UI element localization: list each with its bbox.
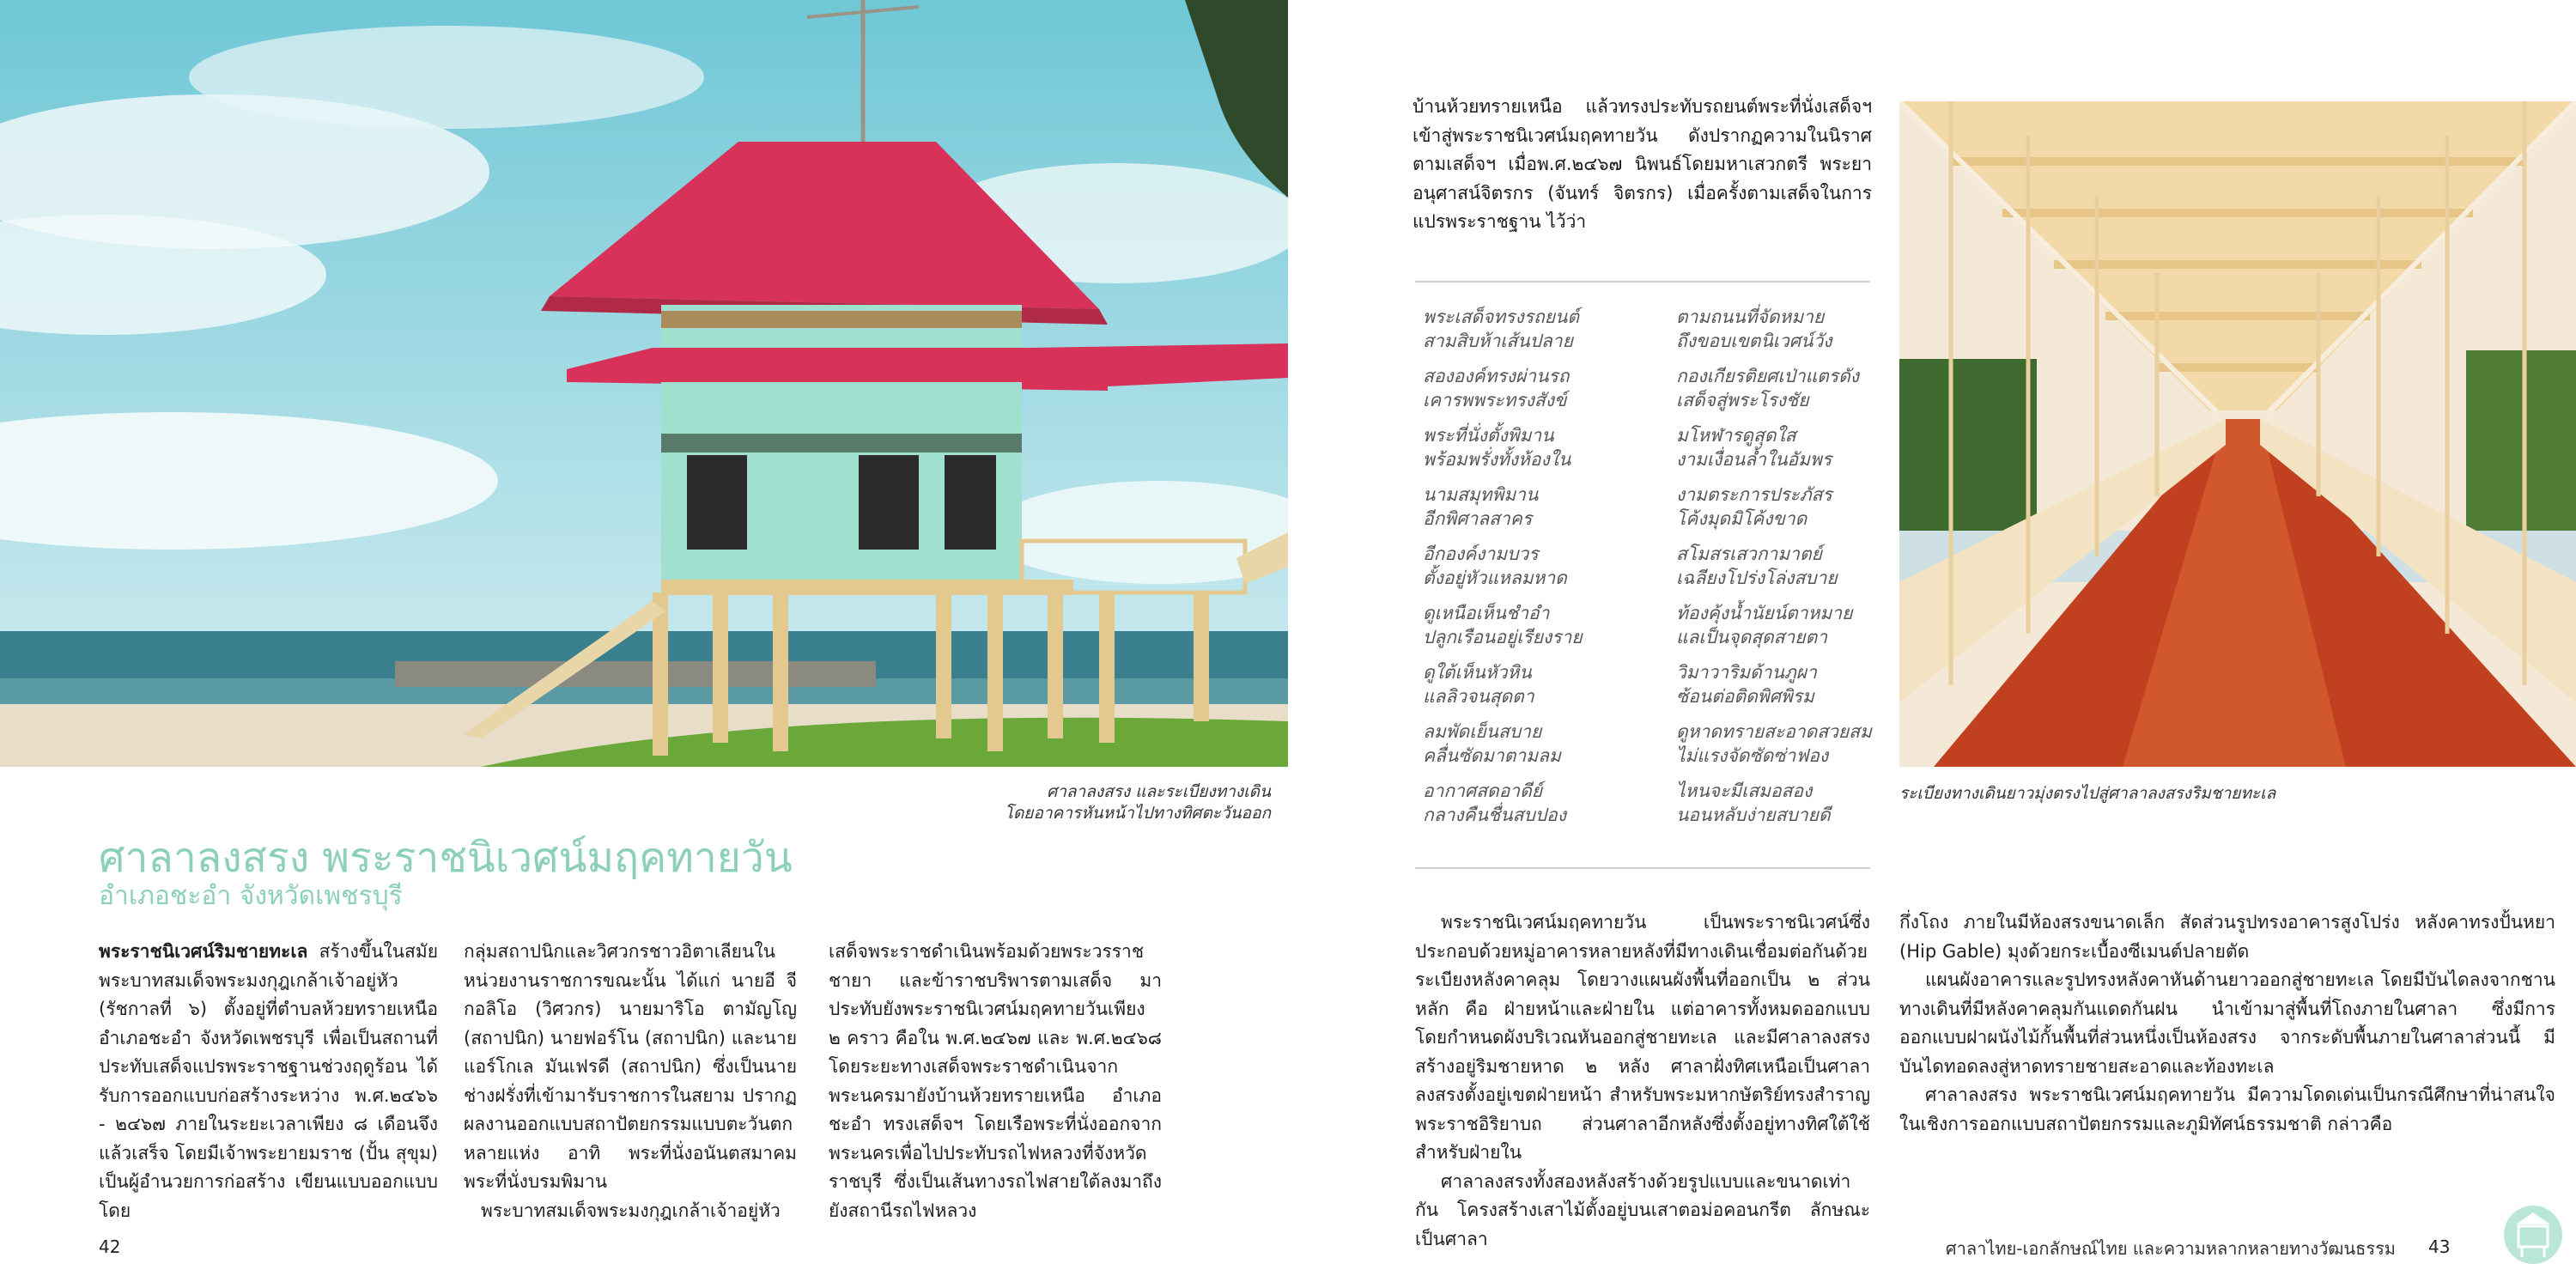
poem-couplet	[1384, 660, 1637, 720]
poem-line: วิมาวาริมด้านภูผา	[1676, 662, 1817, 683]
poem-line: สโมสรเสวกามาตย์	[1676, 544, 1822, 564]
poem-line: ตามถนนที่จัดหมาย	[1676, 307, 1825, 327]
poem-line: อากาศสดอาดีย์	[1423, 781, 1543, 801]
poem-couplet	[1384, 305, 1637, 364]
poem	[1384, 305, 1899, 838]
caption-line-2: โดยอาคารหันหน้าไปทางทิศตะวันออก	[1004, 804, 1271, 823]
poem-line: ไม่แรงจัดซัดซ่าฟอง	[1676, 745, 1829, 766]
intro-paragraph: บ้านห้วยทรายเหนือ แล้วทรงประทับรถยนต์พระที่นั่งเสด็จฯ เข้าสู่พระราชนิเวศน์มฤคทายวัน ดังปรากฏความในนิราศตามเสด็จฯ เมื่อพ.ศ.๒๔๖๗ นิพนธ์โดยมหาเสวกตรี พระยาอนุศาสน์จิตรกร (จันทร์ จิตรกร) เมื่อครั้งตามเสด็จในการแปรพระราชฐาน ไว้ว่า	[1413, 96, 1872, 232]
paragraph-text: ศาลาลงสรง พระราชนิเวศน์มฤคทายวัน มีความโดดเด่นเป็นกรณีศึกษาที่น่าสนใจในเชิงการออกแบบสถาปัตยกรรมและภูมิทัศน์ธรรมชาติ กล่าวคือ	[1899, 1084, 2555, 1134]
lead-term: พระราชนิเวศน์ริมชายทะเล	[99, 941, 308, 962]
pavilion-photo	[0, 0, 1288, 767]
poem-couplet	[1384, 720, 1637, 779]
poem-couplet	[1637, 542, 1891, 601]
poem-line: ถึงขอบเขตนิเวศน์วัง	[1676, 331, 1832, 351]
page-number-left: 42	[99, 1236, 121, 1257]
poem-stanza	[1384, 423, 1899, 483]
poem-line: พร้อมพรั่งทั้งห้องใน	[1423, 449, 1571, 470]
poem-couplet	[1637, 720, 1891, 779]
poem-stanza	[1384, 720, 1899, 779]
page-number-right: 43	[2428, 1236, 2451, 1257]
paragraph-text: สร้างขึ้นในสมัยพระบาทสมเด็จพระมงกุฎเกล้าเจ้าอยู่หัว (รัชกาลที่ ๖) ตั้งอยู่ที่ตำบลห้วยทรายเหนือ อำเภอชะอำ จังหวัดเพชรบุรี เพื่อเป็นสถานที่ประทับเสด็จแปรพระราชฐานช่วงฤดูร้อน ได้รับการออกแบบก่อสร้างระหว่าง พ.ศ.๒๔๖๖ - ๒๔๖๗ ภายในระยะเวลาเพียง ๘ เดือนจึงแล้วเสร็จ โดยมีเจ้าพระยายมราช (ปั้น สุขุม) เป็นผู้อำนวยการก่อสร้าง เขียนแบบออกแบบโดย	[99, 941, 438, 1221]
poem-line: แลลิวจนสุดตา	[1423, 686, 1534, 707]
body-column-2	[464, 938, 797, 1225]
paragraph-text: พระบาทสมเด็จพระมงกุฎเกล้าเจ้าอยู่หัว	[481, 1200, 781, 1221]
poem-line: ไหนจะมีเสมอสอง	[1676, 781, 1813, 801]
poem-stanza	[1384, 542, 1899, 601]
paragraph-text: ศาลาลงสรงทั้งสองหลังสร้างด้วยรูปแบบและขนาดเท่ากัน โครงสร้างเสาไม้ตั้งอยู่บนเสาตอม่อคอนกรีต ลักษณะเป็นศาลา	[1415, 1170, 1870, 1249]
body-column-4	[1415, 908, 1870, 1254]
poem-couplet	[1384, 483, 1637, 542]
body-column-1	[99, 938, 438, 1225]
pavilion-logo-icon	[2503, 1200, 2563, 1269]
paragraph-text: พระราชนิเวศน์มฤคทายวัน เป็นพระราชนิเวศน์ซึ่งประกอบด้วยหมู่อาคารหลายหลังที่มีทางเดินเชื่อมต่อกันด้วยระเบียงหลังคาคลุม โดยวางแผนผังพื้นที่ออกเป็น ๒ ส่วนหลัก คือ ฝ่ายหน้าและฝ่ายใน แต่อาคารทั้งหมดออกแบบโดยกำหนดผังบริเวณหันออกสู่ชายทะเล และมีศาลาลงสรงสร้างอยู่ริมชายหาด ๒ หลัง ศาลาฝั่งทิศเหนือเป็นศาลาลงสรงตั้งอยู่เขตฝ่ายหน้า สำหรับพระมหากษัตริย์ทรงสำราญพระราชอิริยาบถ ส่วนศาลาอีกหลังซึ่งตั้งอยู่ทางทิศใต้ใช้สำหรับฝ่ายใน	[1415, 912, 1870, 1163]
poem-line: อีกพิศาลสาคร	[1423, 508, 1533, 529]
caption-line-1: ศาลาลงสรง และระเบียงทางเดิน	[1047, 782, 1271, 801]
poem-couplet	[1384, 423, 1637, 483]
poem-line: เคารพพระทรงสังข์	[1423, 390, 1567, 410]
poem-couplet	[1637, 305, 1891, 364]
poem-line: เฉลียงโปร่งโล่งสบาย	[1676, 568, 1838, 588]
poem-line: นามสมุทพิมาน	[1423, 484, 1539, 505]
poem-stanza	[1384, 364, 1899, 423]
poem-line: เสด็จสู่พระโรงชัย	[1676, 390, 1809, 410]
poem-line: พระเสด็จทรงรถยนต์	[1423, 307, 1580, 327]
poem-line: กลางคืนชื่นสบปอง	[1423, 805, 1566, 825]
poem-line: งามตระการประภัสร	[1676, 484, 1832, 505]
poem-line: งามเงื่อนล้ำในอัมพร	[1676, 449, 1832, 470]
article-title: ศาลาลงสรง พระราชนิเวศน์มฤคทายวัน	[99, 834, 793, 882]
paragraph-text: กึ่งโถง ภายในมีห้องสรงขนาดเล็ก สัดส่วนรูปทรงอาคารสูงโปร่ง หลังคาทรงปั้นหยา (Hip Gable) มุงด้วยกระเบื้องซีเมนต์ปลายตัด	[1899, 912, 2555, 962]
poem-line: ดูใต้เห็นหัวหิน	[1423, 662, 1532, 683]
poem-line: ลมพัดเย็นสบาย	[1423, 721, 1542, 742]
running-footer: ศาลาไทย-เอกลักษณ์ไทย และความหลากหลายทางวัฒนธรรม	[1945, 1238, 2396, 1259]
poem-couplet	[1637, 660, 1891, 720]
article-subtitle: อำเภอชะอำ จังหวัดเพชรบุรี	[99, 881, 403, 911]
walkway-photo	[1899, 101, 2576, 767]
poem-couplet	[1637, 483, 1891, 542]
pavilion-photo-caption	[876, 781, 1271, 824]
walkway-photo-caption: ระเบียงทางเดินยาวมุ่งตรงไปสู่ศาลาลงสรงริมชายทะเล	[1899, 784, 2276, 803]
poem-couplet	[1637, 779, 1891, 838]
body-column-3	[829, 938, 1162, 1225]
poem-couplet	[1637, 423, 1891, 483]
paragraph-text: แผนผังอาคารและรูปทรงหลังคาหันด้านยาวออกสู่ชายทะเล โดยมีบันไดลงจากชานทางเดินที่มีหลังคาคลุมกันแดดกันฝน นำเข้ามาสู่พื้นที่โถงภายในศาลา ซึ่งมีการออกแบบฝาผนังไม้กั้นพื้นที่ส่วนหนึ่งเป็นห้องสรง จากระดับพื้นภายในศาลาส่วนนี้ มีบันไดทอดลงสู่หาดทรายชายสะอาดและท้องทะเล	[1899, 969, 2555, 1077]
poem-line: ท้องคุ้งน้ำนัยน์ตาหมาย	[1676, 603, 1853, 623]
poem-couplet	[1637, 364, 1891, 423]
poem-line: ดูหาดทรายสะอาดสวยสม	[1676, 721, 1872, 742]
poem-stanza	[1384, 660, 1899, 720]
poem-line: ปลูกเรือนอยู่เรียงราย	[1423, 627, 1583, 647]
poem-stanza	[1384, 305, 1899, 364]
poem-line: สององค์ทรงผ่านรถ	[1423, 366, 1570, 386]
poem-line: ดูเหนือเห็นชำอำ	[1423, 603, 1550, 623]
poem-couplet	[1384, 601, 1637, 660]
poem-line: สามสิบห้าเส้นปลาย	[1423, 331, 1573, 351]
poem-line: ซ้อนต่อติดพิศพิรม	[1676, 686, 1814, 707]
poem-line: แลเป็นจุดสุดสายตา	[1676, 627, 1828, 647]
poem-line: คลื่นซัดมาตามลม	[1423, 745, 1561, 766]
poem-line: โค้งมุดมิโค้งขาด	[1676, 508, 1807, 529]
divider	[1415, 867, 1870, 869]
poem-stanza	[1384, 779, 1899, 838]
poem-couplet	[1637, 601, 1891, 660]
divider	[1415, 281, 1870, 283]
poem-line: กองเกียรติยศเป่าแตรดัง	[1676, 366, 1859, 386]
poem-line: ตั้งอยู่หัวแหลมหาด	[1423, 568, 1567, 588]
poem-stanza	[1384, 601, 1899, 660]
poem-line: นอนหลับง่ายสบายดี	[1676, 805, 1831, 825]
poem-couplet	[1384, 542, 1637, 601]
paragraph-text: กลุ่มสถาปนิกและวิศวกรชาวอิตาเลียนในหน่วยงานราชการขณะนั้น ได้แก่ นายอี จีกอลิโอ (วิศวกร) นายมาริโอ ตามัญโญ (สถาปนิก) นายฟอร์โน (สถาปนิก) และนายแอร์โกเล มันเฟรดี (สถาปนิก) ซึ่งเป็นนายช่างฝรั่งที่เข้ามารับราชการในสยาม ปรากฏผลงานออกแบบสถาปัตยกรรมแบบตะวันตกหลายแห่ง อาทิ พระที่นั่งอนันตสมาคม พระที่นั่งบรมพิมาน	[464, 941, 797, 1192]
body-column-5	[1899, 908, 2555, 1139]
poem-couplet	[1384, 364, 1637, 423]
poem-stanza	[1384, 483, 1899, 542]
poem-line: พระที่นั่งตั้งพิมาน	[1423, 425, 1554, 446]
paragraph-text: เสด็จพระราชดำเนินพร้อมด้วยพระวรราชชายา และข้าราชบริพารตามเสด็จ มาประทับยังพระราชนิเวศน์มฤคทายวันเพียง ๒ คราว คือใน พ.ศ.๒๔๖๗ และ พ.ศ.๒๔๖๘ โดยระยะทางเสด็จพระราชดำเนินจากพระนครมายังบ้านห้วยทรายเหนือ อำเภอชะอำ ทรงเสด็จฯ โดยเรือพระที่นั่งออกจากพระนครเพื่อไปประทับรถไฟหลวงที่จังหวัดราชบุรี ซึ่งเป็นเส้นทางรถไฟสายใต้ลงมาถึงยังสถานีรถไฟหลวง	[829, 941, 1162, 1221]
poem-line: มโหฬารดูสุดใส	[1676, 425, 1796, 446]
poem-line: อีกองค์งามบวร	[1423, 544, 1539, 564]
poem-couplet	[1384, 779, 1637, 838]
